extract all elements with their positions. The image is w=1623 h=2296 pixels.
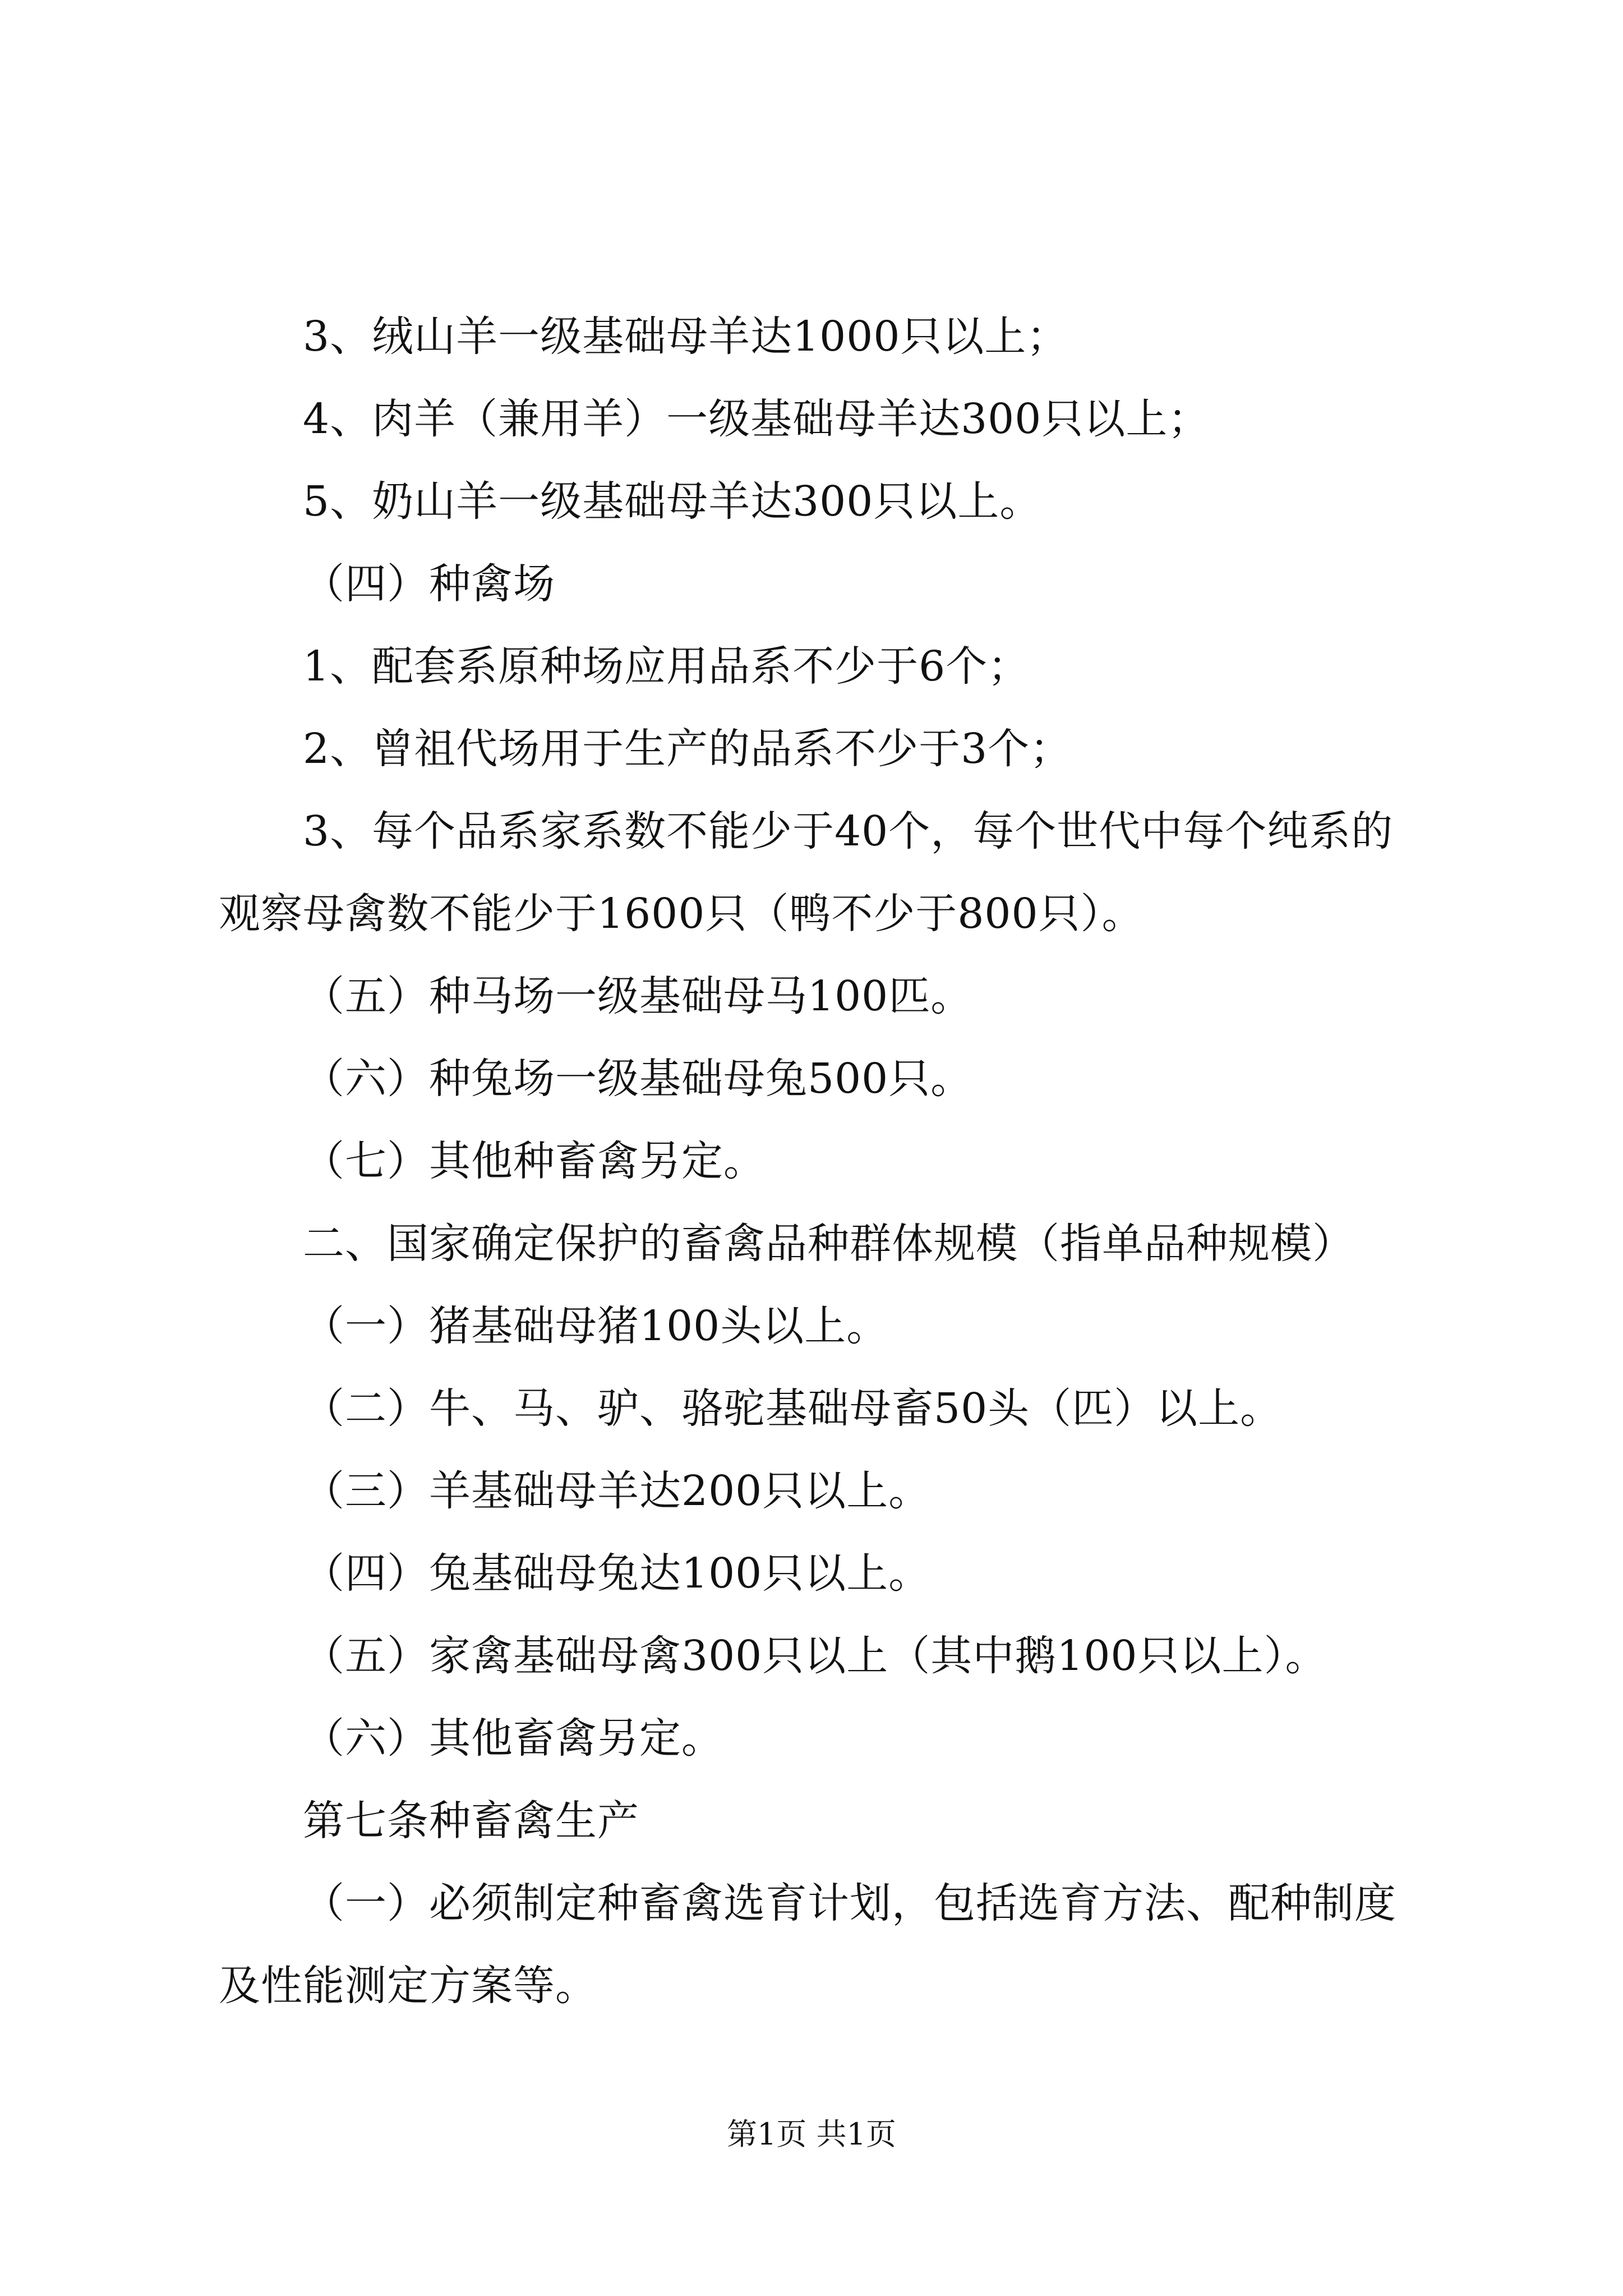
- text-line-4: （四）种禽场: [303, 560, 555, 608]
- text-line-10: （六）种兔场一级基础母兔500只。: [303, 1055, 973, 1103]
- text-line-7: 3、每个品系家系数不能少于40个，每个世代中每个纯系的: [303, 807, 1394, 855]
- text-line-5: 1、配套系原种场应用品系不少于6个；: [303, 642, 1030, 691]
- text-line-14: （二）牛、马、驴、骆驼基础母畜50头（匹）以上。: [303, 1384, 1283, 1433]
- text-line-3: 5、奶山羊一级基础母羊达300只以上。: [303, 477, 1042, 526]
- text-line-21: 及性能测定方案等。: [219, 1962, 597, 2010]
- text-line-11: （七）其他种畜禽另定。: [303, 1137, 766, 1185]
- text-line-12: 二、国家确定保护的畜禽品种群体规模（指单品种规模）: [303, 1220, 1354, 1268]
- text-line-16: （四）兔基础母兔达100只以上。: [303, 1549, 931, 1598]
- text-line-15: （三）羊基础母羊达200只以上。: [303, 1467, 931, 1515]
- text-line-6: 2、曾祖代场用于生产的品系不少于3个；: [303, 725, 1072, 773]
- text-line-18: （六）其他畜禽另定。: [303, 1714, 723, 1763]
- text-line-20: （一）必须制定种畜禽选育计划，包括选育方法、配种制度: [303, 1879, 1396, 1927]
- text-line-19: 第七条种畜禽生产: [303, 1797, 639, 1845]
- text-line-17: （五）家禽基础母禽300只以上（其中鹅100只以上）。: [303, 1632, 1327, 1680]
- text-line-1: 3、绒山羊一级基础母羊达1000只以上；: [303, 312, 1069, 361]
- text-line-9: （五）种马场一级基础母马100匹。: [303, 972, 973, 1020]
- page-footer: 第1页 共1页: [727, 2116, 896, 2152]
- text-line-2: 4、肉羊（兼用羊）一级基础母羊达300只以上；: [303, 395, 1210, 443]
- text-line-13: （一）猪基础母猪100头以上。: [303, 1302, 889, 1350]
- text-line-8: 观察母禽数不能少于1600只（鸭不少于800只）。: [219, 890, 1144, 938]
